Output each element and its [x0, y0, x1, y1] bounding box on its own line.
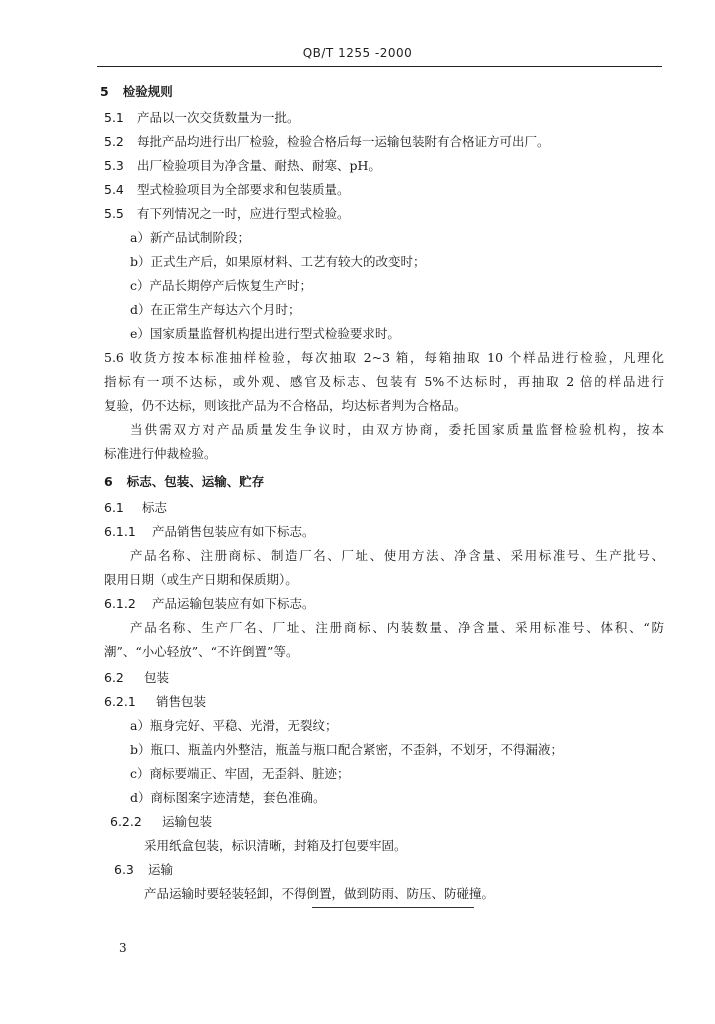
- clause-6-2-2: 6.2.2 运输包装: [110, 814, 213, 829]
- standard-code: QB/T 1255 -2000: [302, 46, 413, 60]
- footer-rule: [312, 907, 474, 908]
- clause-6-1-2-line-1: 产品名称、生产厂名、厂址、注册商标、内装数量、净含量、采用标准号、体积、“防: [130, 620, 664, 635]
- section-6-heading: [104, 474, 264, 490]
- section-5-title: 检验规则: [122, 84, 173, 99]
- list-item: d）商标图案字迹清楚，套色准确。: [130, 790, 326, 805]
- list-item: e）国家质量监督机构提出进行型式检验要求时。: [130, 326, 400, 341]
- clause-6-1-2-line-2: 潮”、“小心轻放”、“不许倒置”等。: [104, 644, 299, 659]
- section-5-heading: [100, 84, 173, 100]
- header-rule: [97, 66, 662, 67]
- page-number: 3: [119, 941, 127, 955]
- clause-5-6-line-2: 指标有一项不达标，或外观、感官及标志、包装有 5%不达标时，再抽取 2 倍的样品进行: [104, 374, 664, 389]
- list-item: a）瓶身完好、平稳、光滑，无裂纹；: [130, 718, 338, 733]
- section-6-title: 标志、包装、运输、贮存: [126, 474, 265, 489]
- list-item: d）在正常生产每达六个月时；: [130, 302, 301, 317]
- section-6-number: 6: [104, 474, 113, 489]
- list-item: a）新产品试制阶段；: [130, 230, 250, 245]
- clause-5-5: 5.5 有下列情况之一时，应进行型式检验。: [104, 206, 350, 221]
- dispute-paragraph-line-2: 标准进行仲裁检验。: [104, 446, 217, 461]
- clause-5-1: 5.1 产品以一次交货数量为一批。: [104, 110, 300, 125]
- clause-6-1-2: 6.1.2 产品运输包装应有如下标志。: [104, 596, 315, 611]
- list-item: b）瓶口、瓶盖内外整洁，瓶盖与瓶口配合紧密，不歪斜，不划牙，不得漏液；: [130, 742, 564, 757]
- clause-6-2-2-text: 采用纸盒包装，标识清晰，封箱及打包要牢固。: [144, 838, 407, 853]
- clause-6-1: 6.1 标志: [104, 500, 168, 515]
- clause-6-1-1-line-1: 产品名称、注册商标、制造厂名、厂址、使用方法、净含量、采用标准号、生产批号、: [130, 548, 664, 563]
- clause-6-2: 6.2 包装: [104, 670, 170, 685]
- list-item: c）商标要端正、牢固，无歪斜、脏迹；: [130, 766, 350, 781]
- clause-5-6-line-3: 复验，仍不达标，则该批产品为不合格品，均达标者判为合格品。: [104, 398, 467, 413]
- clause-5-2: 5.2 每批产品均进行出厂检验，检验合格后每一运输包装附有合格证方可出厂。: [104, 134, 550, 149]
- dispute-paragraph-line-1: 当供需双方对产品质量发生争议时，由双方协商，委托国家质量监督检验机构，按本: [130, 422, 664, 437]
- list-item: c）产品长期停产后恢复生产时；: [130, 278, 313, 293]
- clause-5-3: 5.3 出厂检验项目为净含量、耐热、耐寒、pH。: [104, 158, 381, 173]
- clause-6-2-1: 6.2.1 销售包装: [104, 694, 207, 709]
- clause-5-6-line-1: 5.6 收货方按本标准抽样检验，每次抽取 2~3 箱，每箱抽取 10 个样品进行检验，凡理化: [104, 350, 664, 365]
- clause-6-3-text: 产品运输时要轻装轻卸，不得倒置，做到防雨、防压、防碰撞。: [144, 886, 495, 901]
- clause-5-4: 5.4 型式检验项目为全部要求和包装质量。: [104, 182, 350, 197]
- clause-6-1-1: 6.1.1 产品销售包装应有如下标志。: [104, 524, 315, 539]
- clause-6-3: 6.3 运输: [114, 862, 174, 877]
- section-5-number: 5: [100, 84, 109, 99]
- list-item: b）正式生产后，如果原材料、工艺有较大的改变时；: [130, 254, 426, 269]
- clause-6-1-1-line-2: 限用日期（或生产日期和保质期）。: [104, 572, 298, 587]
